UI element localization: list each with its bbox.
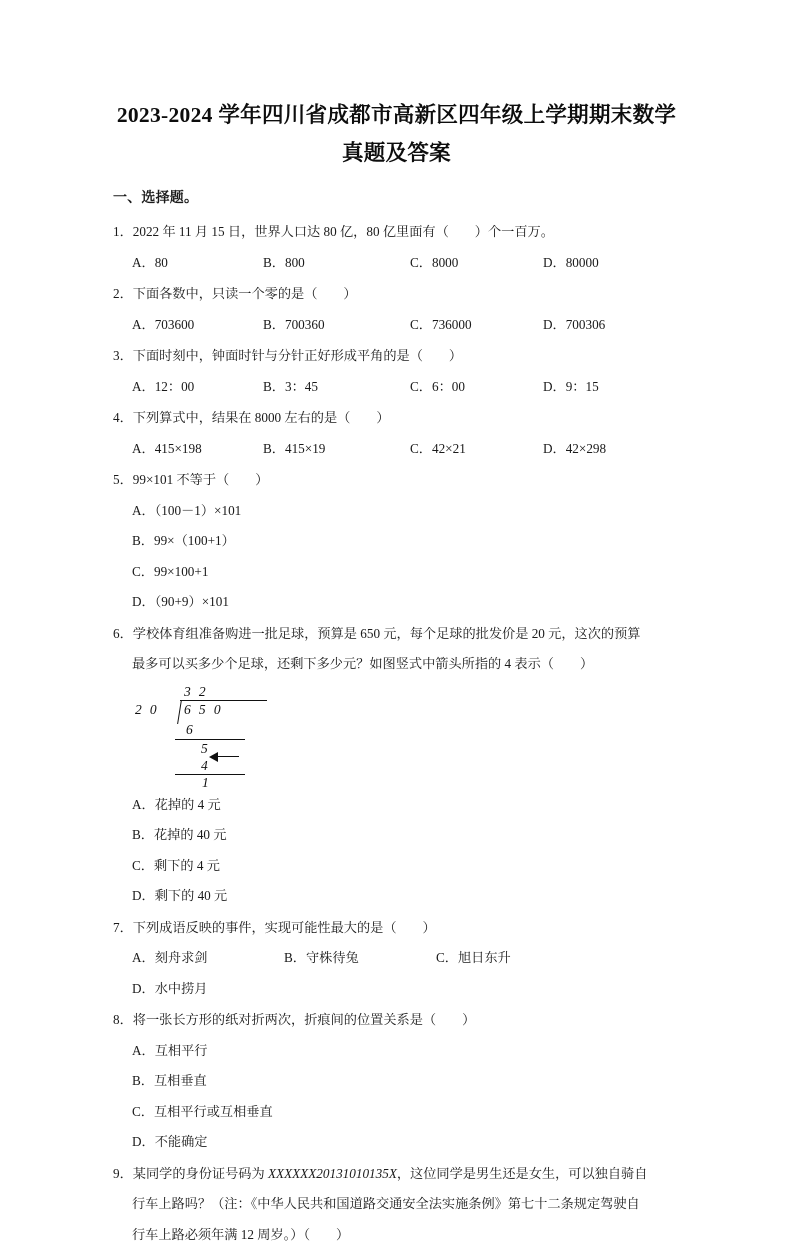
question-8-options-row2 xyxy=(113,1097,685,1158)
option-c[interactable]: C．42×21 xyxy=(410,434,543,465)
question-6-options xyxy=(113,790,685,851)
option-b[interactable]: B．99×（100+1） xyxy=(132,526,417,557)
question-7-options xyxy=(113,943,685,1004)
question-9-stem-line-3: 行车上路必须年满 12 周岁。）（ xyxy=(132,1227,310,1242)
question-9-stem-line-2: 行车上路吗？（注：《中华人民共和国道路交通安全法实施条例》第七十二条规定驾驶自 xyxy=(113,1189,685,1220)
question-6 xyxy=(113,619,685,912)
option-d[interactable]: D．80000 xyxy=(543,248,663,279)
question-3 xyxy=(113,341,685,402)
question-4-options xyxy=(113,434,685,465)
question-3-stem-tail: ） xyxy=(449,348,462,363)
question-9-stem xyxy=(113,1159,685,1250)
question-5 xyxy=(113,465,685,618)
question-8-options xyxy=(113,1036,685,1097)
division-top-rule xyxy=(180,700,267,701)
section-heading-choice: 一、选择题。 xyxy=(113,188,685,210)
question-5-options xyxy=(113,496,685,557)
question-6-stem xyxy=(113,619,685,680)
question-1-stem-tail: ）个一百万。 xyxy=(475,224,554,239)
division-dividend: 6 5 0 xyxy=(184,702,223,718)
question-1 xyxy=(113,217,685,278)
option-c[interactable]: C．99×100+1 xyxy=(132,557,417,588)
question-3-options xyxy=(113,372,685,403)
option-a[interactable]: A．（100－1）×101 xyxy=(132,496,417,527)
option-d[interactable]: D．700306 xyxy=(543,310,663,341)
question-3-stem-text: 3．下面时刻中，钟面时针与分针正好形成平角的是（ xyxy=(113,348,423,363)
question-9-stem-line-1-b: ，这位同学是男生还是女生，可以独自骑自 xyxy=(397,1166,648,1181)
question-7-stem-text: 7．下列成语反映的事件，实现可能性最大的是（ xyxy=(113,920,397,935)
question-2-stem-tail: ） xyxy=(343,286,356,301)
option-b[interactable]: B．800 xyxy=(263,248,410,279)
question-5-stem-text: 5．99×101 不等于（ xyxy=(113,472,229,487)
page-title-line-1: 2023-2024 学年四川省成都市高新区四年级上学期期末数学 xyxy=(0,96,793,134)
option-d[interactable]: D．9：15 xyxy=(543,372,663,403)
option-b[interactable]: B．700360 xyxy=(263,310,410,341)
question-7-stem xyxy=(113,913,685,944)
option-a[interactable]: A．703600 xyxy=(132,310,263,341)
option-a[interactable]: A．80 xyxy=(132,248,263,279)
question-9 xyxy=(113,1159,685,1250)
option-d[interactable]: D．42×298 xyxy=(543,434,663,465)
option-a[interactable]: A．花掉的 4 元 xyxy=(132,790,417,821)
division-partial-product-1: 6 xyxy=(186,722,195,738)
option-a[interactable]: A．415×198 xyxy=(132,434,263,465)
question-2 xyxy=(113,279,685,340)
page-title xyxy=(0,0,793,172)
question-8-stem xyxy=(113,1005,685,1036)
question-8-stem-tail: ） xyxy=(462,1012,475,1027)
division-divisor: 2 0 xyxy=(135,702,159,718)
option-c[interactable]: C．互相平行或互相垂直 xyxy=(132,1097,417,1128)
division-remainder: 1 xyxy=(202,775,211,791)
question-6-stem-line-2: 最多可以买多少个足球，还剩下多少元？如图竖式中箭头所指的 4 表示（ xyxy=(132,656,554,671)
left-arrow-icon xyxy=(209,752,241,762)
division-bracket-bar xyxy=(177,700,182,724)
division-quotient: 3 2 xyxy=(184,684,208,700)
option-c[interactable]: C．6：00 xyxy=(410,372,543,403)
division-rule-2 xyxy=(175,774,245,775)
question-7 xyxy=(113,913,685,1005)
question-9-stem-line-1-a: 9．某同学的身份证号码为 xyxy=(113,1166,268,1181)
option-d[interactable]: D．剩下的 40 元 xyxy=(132,881,417,912)
question-6-stem-tail: ） xyxy=(580,656,593,671)
division-bring-down: 5 xyxy=(201,741,210,757)
option-a[interactable]: A．12：00 xyxy=(132,372,263,403)
option-d[interactable]: D．不能确定 xyxy=(132,1127,417,1158)
question-4-stem xyxy=(113,403,685,434)
option-c[interactable]: C．736000 xyxy=(410,310,543,341)
question-1-stem-text: 1．2022 年 11 月 15 日，世界人口达 80 亿，80 亿里面有（ xyxy=(113,224,449,239)
option-d[interactable]: D．水中捞月 xyxy=(132,974,252,1005)
question-2-stem-text: 2．下面各数中，只读一个零的是（ xyxy=(113,286,317,301)
option-c[interactable]: C．旭日东升 xyxy=(436,943,572,974)
question-6-options-row2 xyxy=(113,851,685,912)
option-c[interactable]: C．8000 xyxy=(410,248,543,279)
question-9-stem-tail: ） xyxy=(336,1227,349,1242)
question-4 xyxy=(113,403,685,464)
option-b[interactable]: B．守株待兔 xyxy=(284,943,436,974)
question-4-stem-text: 4．下列算式中，结果在 8000 左右的是（ xyxy=(113,410,350,425)
exam-body xyxy=(0,188,793,1250)
question-5-options-row2 xyxy=(113,557,685,618)
question-1-stem xyxy=(113,217,685,248)
option-a[interactable]: A．互相平行 xyxy=(132,1036,417,1067)
question-8 xyxy=(113,1005,685,1158)
question-5-stem-tail: ） xyxy=(255,472,268,487)
question-5-stem xyxy=(113,465,685,496)
question-8-stem-text: 8．将一张长方形的纸对折两次，折痕间的位置关系是（ xyxy=(113,1012,436,1027)
option-b[interactable]: B．415×19 xyxy=(263,434,410,465)
long-division-figure xyxy=(135,684,285,788)
option-b[interactable]: B．花掉的 40 元 xyxy=(132,820,417,851)
question-1-options xyxy=(113,248,685,279)
question-6-stem-line-1: 6．学校体育组准备购进一批足球，预算是 650 元，每个足球的批发价是 20 元，这次的预算 xyxy=(113,626,641,641)
question-2-options xyxy=(113,310,685,341)
question-2-stem xyxy=(113,279,685,310)
page-title-line-2: 真题及答案 xyxy=(0,134,793,172)
question-7-stem-tail: ） xyxy=(423,920,436,935)
option-b[interactable]: B．3：45 xyxy=(263,372,410,403)
option-d[interactable]: D．（90+9）×101 xyxy=(132,587,417,618)
option-c[interactable]: C．剩下的 4 元 xyxy=(132,851,417,882)
question-9-id-number: XXXXXX20131010135X xyxy=(268,1166,397,1181)
division-rule-1 xyxy=(175,739,245,740)
division-partial-product-2: 4 xyxy=(201,758,210,774)
question-4-stem-tail: ） xyxy=(376,410,389,425)
option-a[interactable]: A．刻舟求剑 xyxy=(132,943,284,974)
option-b[interactable]: B．互相垂直 xyxy=(132,1066,417,1097)
question-3-stem xyxy=(113,341,685,372)
